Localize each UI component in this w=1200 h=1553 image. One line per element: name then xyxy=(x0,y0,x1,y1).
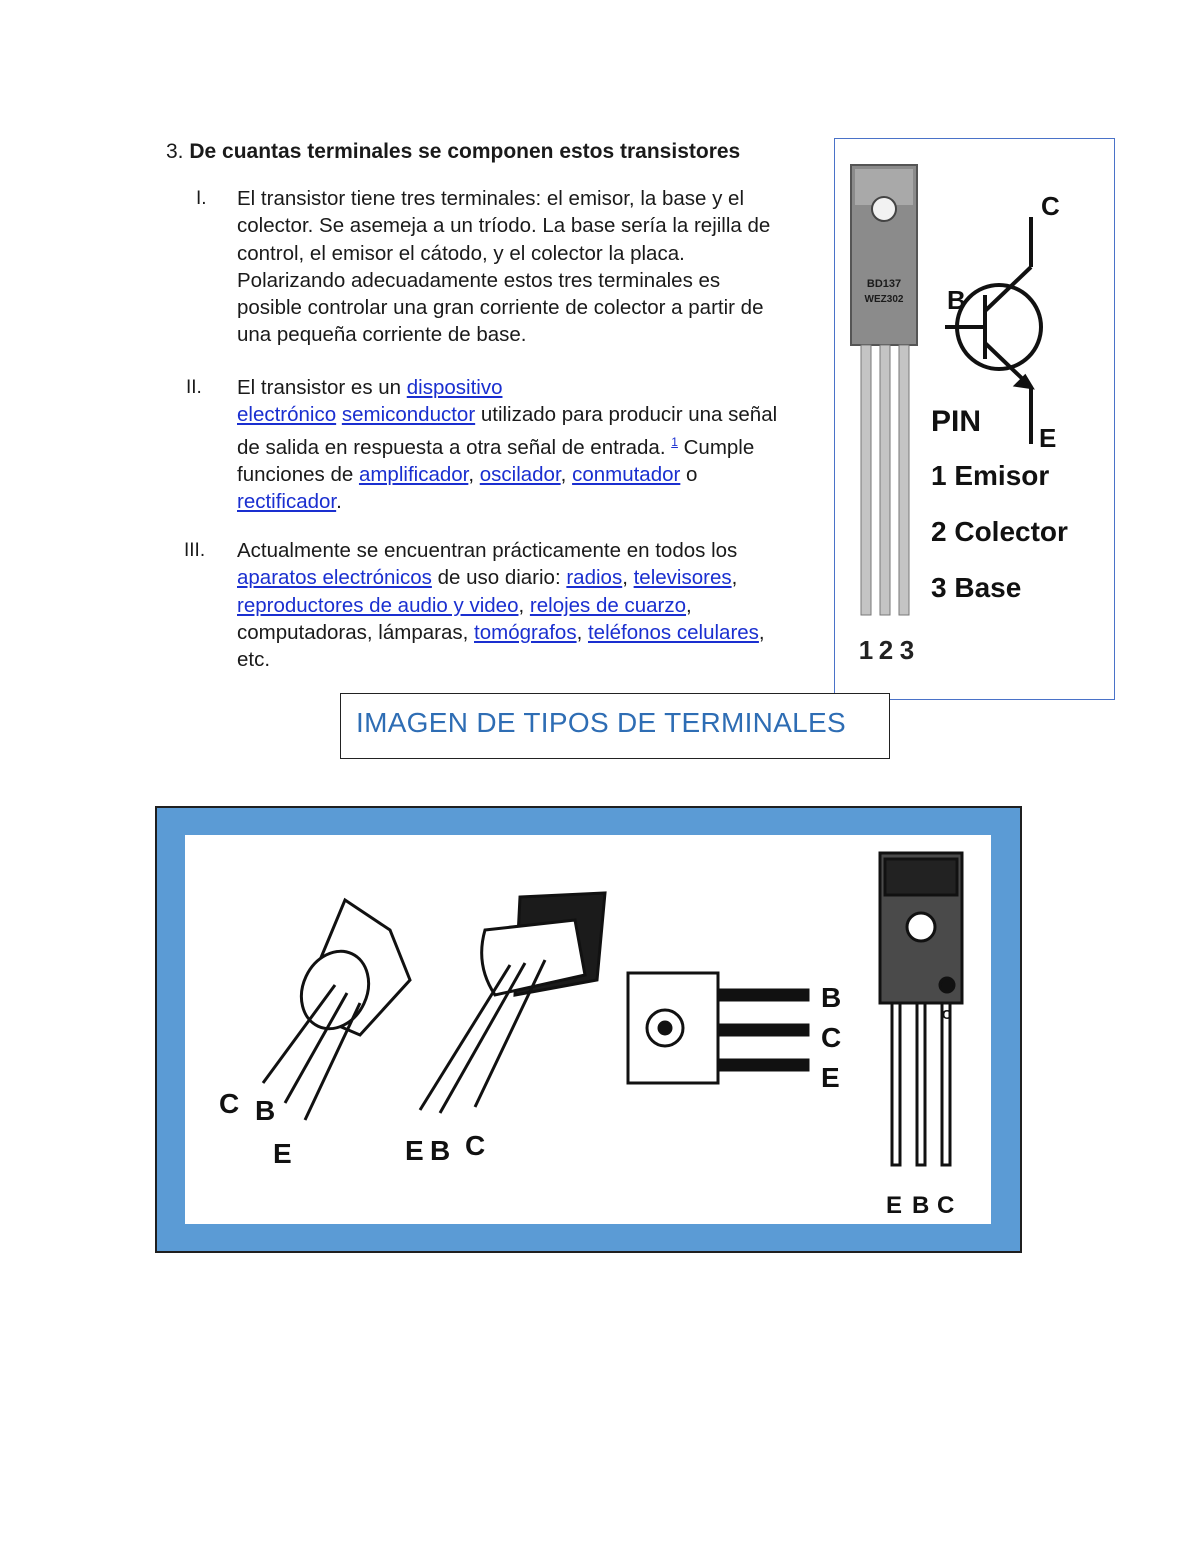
text-segment: , etc. xyxy=(237,620,765,672)
to92-a-label-c: C xyxy=(219,1088,240,1119)
terminal-types-illustration xyxy=(185,835,991,1224)
list-item-2 xyxy=(178,374,778,515)
link-telefonos-celulares[interactable]: teléfonos celulares xyxy=(587,620,759,644)
question-number: 3. xyxy=(166,140,184,163)
pin-1-label: 1 Emisor xyxy=(931,460,1050,491)
pin-number-1: 1 xyxy=(858,635,874,665)
item-numeral: II. xyxy=(186,377,202,398)
pinout-illustration xyxy=(835,139,1113,698)
symbol-label-c: C xyxy=(1041,191,1060,221)
to126-front-pin-mark: C xyxy=(942,1007,952,1022)
link-aparatos-electronicos[interactable]: aparatos electrónicos xyxy=(237,566,432,590)
symbol-label-b: B xyxy=(947,285,966,315)
text-segment: Actualmente se encuentran prácticamente en todos los xyxy=(237,539,738,562)
pin-leg-3 xyxy=(899,345,909,615)
pin-2-label: 2 Colector xyxy=(931,516,1068,547)
link-relojes-de-cuarzo[interactable]: relojes de cuarzo xyxy=(529,593,687,617)
to92-b-label-b: B xyxy=(430,1135,451,1166)
text-segment: , computadoras, lámparas, xyxy=(237,593,692,644)
link-conmutador[interactable]: conmutador xyxy=(572,462,681,486)
case-marking-1: BD137 xyxy=(866,278,902,290)
text-segment: o xyxy=(680,462,698,486)
to92-b-label-c: C xyxy=(465,1130,486,1161)
link-oscilador[interactable]: oscilador xyxy=(479,462,561,486)
mounting-hole-icon xyxy=(872,197,896,221)
section-title-box xyxy=(340,693,890,759)
pin-leg-1 xyxy=(861,345,871,615)
text-segment: . xyxy=(336,490,342,514)
text-segment: Cumple funciones de xyxy=(237,435,755,486)
text-segment: El transistor es un xyxy=(237,376,407,399)
item-numeral: I. xyxy=(196,188,207,209)
to126-side-label-c: C xyxy=(821,1022,842,1053)
to92-a-label-b: B xyxy=(255,1095,276,1126)
pin-number-3: 3 xyxy=(899,635,915,665)
case-marking-2: WEZ302 xyxy=(864,294,904,305)
link-tomografos[interactable]: tomógrafos xyxy=(474,620,577,644)
to92-package-a xyxy=(263,900,410,1120)
link-televisores[interactable]: televisores xyxy=(633,566,732,590)
pin-header: PIN xyxy=(931,405,982,438)
item-text: El transistor tiene tres terminales: el emisor, la base y el colector. Se asemeja a un tríodo. La base sería la rejilla de control, el emisor el cátodo, y el colector la placa. Polarizando adecuadamente estos tres terminales es posible controlar una gran corriente de colector a partir de una pequeña corriente de base. xyxy=(237,187,771,347)
item-numeral: III. xyxy=(184,540,206,561)
pin-number-2: 2 xyxy=(878,635,894,665)
to126-side-label-b: B xyxy=(821,982,842,1013)
list-item-1 xyxy=(178,185,778,349)
to126-side-label-e: E xyxy=(821,1062,840,1093)
symbol-label-e: E xyxy=(1039,423,1057,453)
link-reproductores[interactable]: reproductores de audio y video xyxy=(237,593,519,617)
terminal-types-image xyxy=(185,835,991,1224)
footnote-ref[interactable]: 1 xyxy=(671,434,678,449)
pinout-image xyxy=(834,138,1115,700)
link-dispositivo[interactable]: dispositivo xyxy=(406,376,503,399)
to126-side-package xyxy=(628,973,808,1083)
to126-front-label-e: E xyxy=(886,1192,903,1219)
to126-front-label-c: C xyxy=(937,1192,955,1219)
item-text: El transistor es un dispositivo electrónico semiconductor utilizado para producir una señal de salida en respuesta a otra señal de entrada. $^1$ Cumple funciones de amplificador, oscilador, conmutador o rectificador. xyxy=(237,376,778,514)
list-item-3 xyxy=(178,537,778,673)
question-heading xyxy=(166,140,740,164)
to126-front-label-b: B xyxy=(912,1192,930,1219)
section-title: IMAGEN DE TIPOS DE TERMINALES xyxy=(356,707,846,738)
item-text: Actualmente se encuentran prácticamente en todos los aparatos electrónicos de uso diario: radios, televisores, reproductores de audio y video, relojes de cuarzo, computadoras, lámparas, tomógrafos, teléfonos celulares, etc. xyxy=(237,539,765,672)
text-segment: de uso diario: xyxy=(431,566,567,590)
link-semiconductor[interactable]: semiconductor xyxy=(341,403,476,427)
to92-b-label-e: E xyxy=(405,1135,424,1166)
pin-3-label: 3 Base xyxy=(931,572,1022,603)
link-rectificador[interactable]: rectificador xyxy=(237,490,337,514)
pin-leg-2 xyxy=(880,345,890,615)
to92-package-b xyxy=(420,893,605,1113)
text-segment: utilizado para producir una señal de salida en respuesta a otra señal de entrada. xyxy=(237,403,778,459)
to92-a-label-e: E xyxy=(273,1138,292,1169)
link-electronico[interactable]: electrónico xyxy=(237,403,337,427)
link-radios[interactable]: radios xyxy=(566,566,623,590)
terminal-types-frame xyxy=(155,806,1022,1253)
question-title: De cuantas terminales se componen estos transistores xyxy=(189,140,741,163)
link-amplificador[interactable]: amplificador xyxy=(358,462,469,486)
